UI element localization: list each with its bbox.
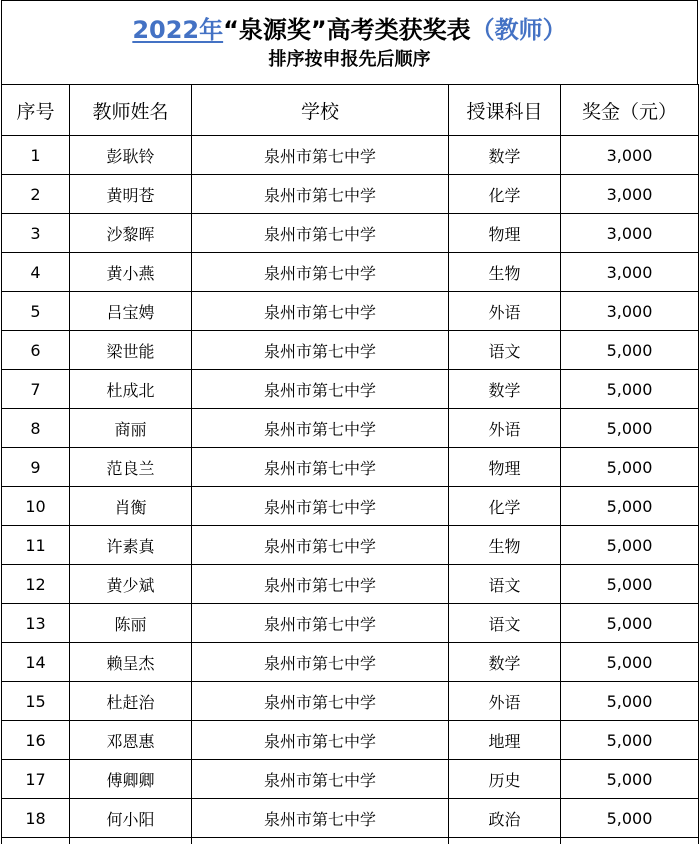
subject: 生物	[449, 526, 561, 565]
row-index: 3	[2, 214, 70, 253]
subject: 数学	[449, 643, 561, 682]
empty-cell	[561, 838, 699, 844]
table-row	[2, 331, 699, 370]
subject: 物理	[449, 448, 561, 487]
bonus-amount: 3,000	[561, 292, 699, 331]
bonus-amount: 5,000	[561, 721, 699, 760]
subject: 生物	[449, 253, 561, 292]
subject: 外语	[449, 409, 561, 448]
bonus-amount: 3,000	[561, 214, 699, 253]
title-year: 2022年	[132, 16, 223, 44]
subject: 政治	[449, 799, 561, 838]
teacher-name: 黄明苍	[70, 175, 192, 214]
table-header-row	[2, 85, 699, 136]
subject: 语文	[449, 331, 561, 370]
bonus-amount: 5,000	[561, 565, 699, 604]
table-row	[2, 175, 699, 214]
table-row	[2, 760, 699, 799]
subject: 化学	[449, 487, 561, 526]
school-name: 泉州市第七中学	[192, 136, 449, 175]
header-subject: 授课科目	[449, 85, 561, 136]
teacher-name: 黄少斌	[70, 565, 192, 604]
table-row	[2, 253, 699, 292]
subject: 物理	[449, 214, 561, 253]
teacher-name: 彭耿铃	[70, 136, 192, 175]
school-name: 泉州市第七中学	[192, 799, 449, 838]
table-row	[2, 526, 699, 565]
bonus-amount: 5,000	[561, 643, 699, 682]
header-bonus: 奖金（元）	[561, 85, 699, 136]
bonus-amount: 5,000	[561, 331, 699, 370]
row-index: 4	[2, 253, 70, 292]
school-name: 泉州市第七中学	[192, 331, 449, 370]
table-row	[2, 448, 699, 487]
school-name: 泉州市第七中学	[192, 370, 449, 409]
bonus-amount: 5,000	[561, 760, 699, 799]
row-index: 10	[2, 487, 70, 526]
row-index: 16	[2, 721, 70, 760]
table-row	[2, 487, 699, 526]
bonus-amount: 5,000	[561, 799, 699, 838]
table-row	[2, 292, 699, 331]
bonus-amount: 5,000	[561, 604, 699, 643]
empty-cell	[192, 838, 449, 844]
school-name: 泉州市第七中学	[192, 487, 449, 526]
subject: 语文	[449, 565, 561, 604]
row-index: 11	[2, 526, 70, 565]
bonus-amount: 5,000	[561, 370, 699, 409]
teacher-name: 范良兰	[70, 448, 192, 487]
row-index: 8	[2, 409, 70, 448]
subject: 化学	[449, 175, 561, 214]
table-row-cutoff	[2, 838, 699, 844]
school-name: 泉州市第七中学	[192, 409, 449, 448]
school-name: 泉州市第七中学	[192, 175, 449, 214]
table-row	[2, 799, 699, 838]
row-index: 13	[2, 604, 70, 643]
table-row	[2, 721, 699, 760]
bonus-amount: 3,000	[561, 253, 699, 292]
teacher-name: 何小阳	[70, 799, 192, 838]
school-name: 泉州市第七中学	[192, 253, 449, 292]
row-index: 2	[2, 175, 70, 214]
table-row	[2, 136, 699, 175]
bonus-amount: 3,000	[561, 136, 699, 175]
teacher-name: 杜赶治	[70, 682, 192, 721]
award-table	[1, 84, 699, 844]
teacher-name: 梁世能	[70, 331, 192, 370]
empty-cell	[449, 838, 561, 844]
row-index: 9	[2, 448, 70, 487]
school-name: 泉州市第七中学	[192, 721, 449, 760]
teacher-name: 商丽	[70, 409, 192, 448]
table-row	[2, 370, 699, 409]
bonus-amount: 5,000	[561, 487, 699, 526]
teacher-name: 沙黎晖	[70, 214, 192, 253]
bonus-amount: 3,000	[561, 175, 699, 214]
header-school: 学校	[192, 85, 449, 136]
teacher-name: 傅卿卿	[70, 760, 192, 799]
row-index: 12	[2, 565, 70, 604]
teacher-name: 肖衡	[70, 487, 192, 526]
school-name: 泉州市第七中学	[192, 526, 449, 565]
subject: 历史	[449, 760, 561, 799]
table-row	[2, 565, 699, 604]
teacher-name: 杜成北	[70, 370, 192, 409]
row-index: 15	[2, 682, 70, 721]
bonus-amount: 5,000	[561, 448, 699, 487]
title-main: “泉源奖”高考类获奖表	[223, 16, 471, 44]
teacher-name: 陈丽	[70, 604, 192, 643]
subject: 数学	[449, 136, 561, 175]
school-name: 泉州市第七中学	[192, 565, 449, 604]
school-name: 泉州市第七中学	[192, 604, 449, 643]
bonus-amount: 5,000	[561, 682, 699, 721]
row-index: 7	[2, 370, 70, 409]
teacher-name: 赖呈杰	[70, 643, 192, 682]
header-index: 序号	[2, 85, 70, 136]
teacher-name: 邓恩惠	[70, 721, 192, 760]
title-qualifier: （教师）	[471, 16, 567, 44]
row-index: 5	[2, 292, 70, 331]
subject: 地理	[449, 721, 561, 760]
school-name: 泉州市第七中学	[192, 448, 449, 487]
table-row	[2, 604, 699, 643]
empty-cell	[70, 838, 192, 844]
teacher-name: 许素真	[70, 526, 192, 565]
subject: 数学	[449, 370, 561, 409]
empty-cell	[2, 838, 70, 844]
page-title	[2, 1, 697, 47]
table-row	[2, 409, 699, 448]
row-index: 17	[2, 760, 70, 799]
table-row	[2, 643, 699, 682]
award-sheet	[1, 0, 698, 837]
school-name: 泉州市第七中学	[192, 760, 449, 799]
bonus-amount: 5,000	[561, 526, 699, 565]
subject: 外语	[449, 292, 561, 331]
school-name: 泉州市第七中学	[192, 214, 449, 253]
row-index: 18	[2, 799, 70, 838]
row-index: 6	[2, 331, 70, 370]
table-row	[2, 682, 699, 721]
table-body	[2, 136, 699, 844]
subject: 语文	[449, 604, 561, 643]
row-index: 1	[2, 136, 70, 175]
bonus-amount: 5,000	[561, 409, 699, 448]
school-name: 泉州市第七中学	[192, 643, 449, 682]
school-name: 泉州市第七中学	[192, 292, 449, 331]
subject: 外语	[449, 682, 561, 721]
table-row	[2, 214, 699, 253]
teacher-name: 黄小燕	[70, 253, 192, 292]
header-teacher-name: 教师姓名	[70, 85, 192, 136]
title-block	[1, 0, 698, 84]
row-index: 14	[2, 643, 70, 682]
school-name: 泉州市第七中学	[192, 682, 449, 721]
teacher-name: 吕宝娉	[70, 292, 192, 331]
page-subtitle: 排序按申报先后顺序	[2, 47, 697, 73]
